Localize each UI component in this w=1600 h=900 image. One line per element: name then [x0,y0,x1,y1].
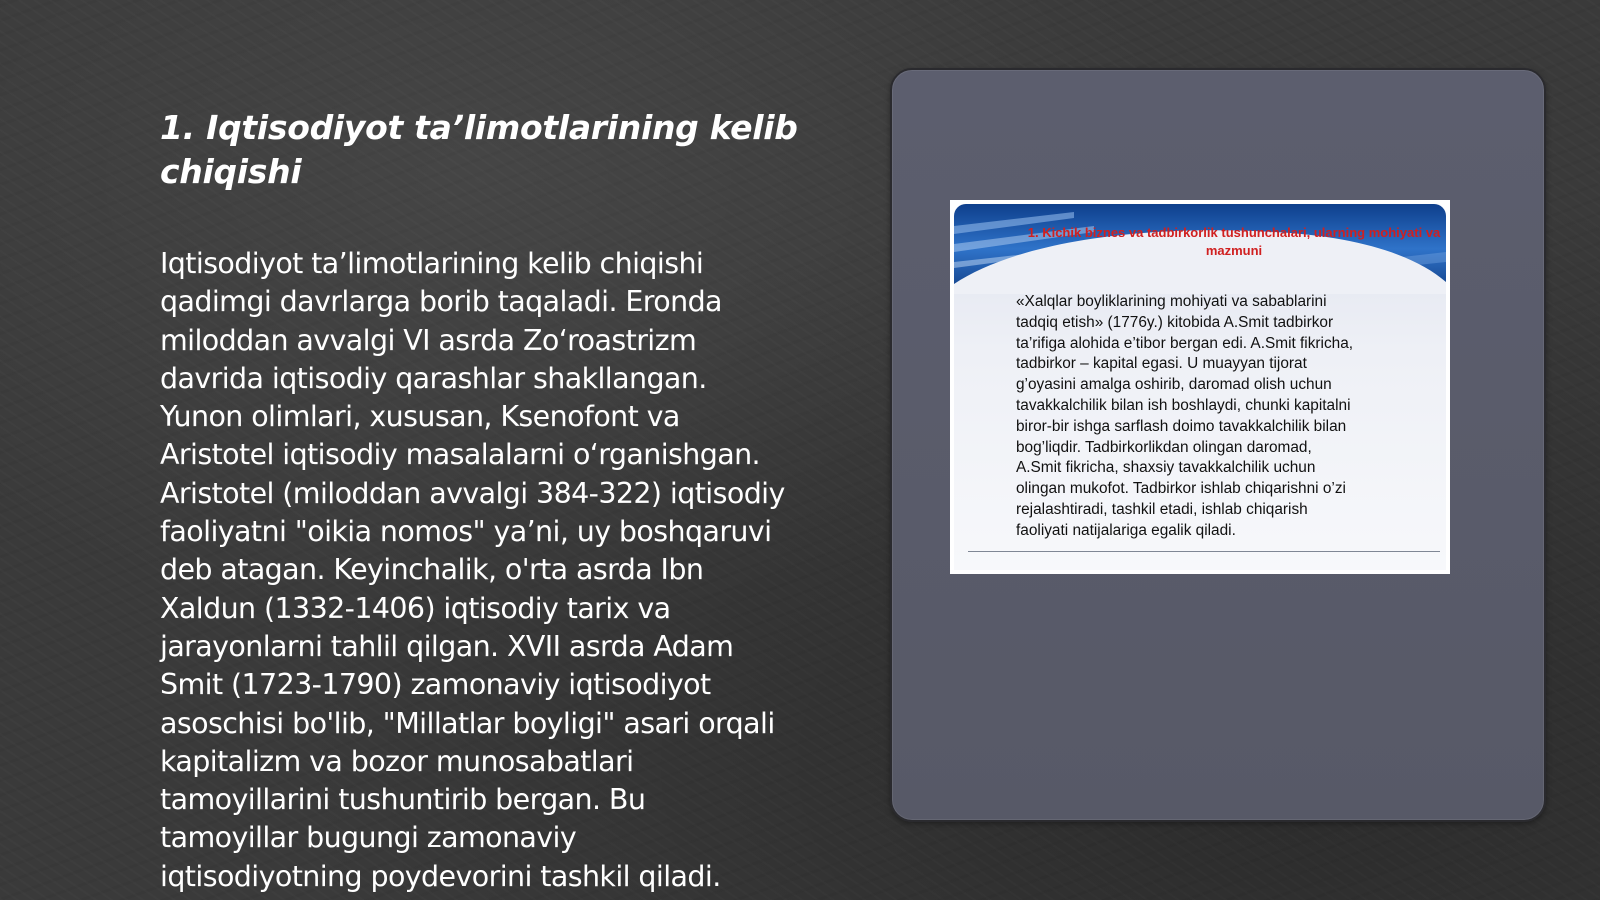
slide-title: 1. Iqtisodiyot ta’limotlarining kelib chiqishi [160,108,798,191]
embedded-slide-body-text: «Xalqlar boyliklarining mohiyati va sabablarini tadqiq etish» (1776y.) kitobida A.Smit tadbirkor ta’rifiga alohida e’tibor bergan edi. A.Smit fikricha, tadbirkor – kapital egasi. U muayyan tijorat g’oyasini amalga oshirib, daromad olish uchun tavakkalchilik bilan ish boshlaydi, chunki kapitalni biror-bir ishga sarflash doimo tavakkalchilik bilan bog’liqdir. Tadbirkorlikdan olingan daromad, A.Smit fikricha, shaxsiy tavakkalchilik uchun olingan mukofot. Tadbirkor ishlab chiqarishni o’zi rejalashtiradi, tashkil etadi, ishlab chiqarish faoliyati natijalariga egalik qiladi. [1016,293,1354,539]
slide-body-text: Iqtisodiyot ta’limotlarining kelib chiqishi qadimgi davrlarga borib taqaladi. Eronda miloddan avvalgi VI asrda Zo‘roastrizm davrida iqtisodiy qarashlar shakllangan. Yunon olimlari, xususan, Ksenofont va Aristotel iqtisodiy masalalarni o‘rganishgan. Aristotel (miloddan avvalgi 384-322) iqtisodiy faoliyatni "oikia nomos" ya’ni, uy boshqaruvi deb atagan. Keyinchalik, o'rta asrda Ibn Xaldun (1332-1406) iqtisodiy tarix va jarayonlarni tahlil qilgan. XVII asrda Adam Smit (1723-1790) zamonaviy iqtisodiyot asoschisi bo'lib, "Millatlar boyligi" asari orqali kapitalizm va bozor munosabatlari tamoyillarini tushuntirib bergan. Bu tamoyillar bugungi zamonaviy iqtisodiyotning poydevorini tashkil qiladi. [160,247,785,893]
embedded-slide-title: 1. Kichik biznes va tadbirkorlik tushunchalari, ularning mohiyati va mazmuni [1027,225,1441,258]
embedded-slide-divider [968,551,1440,552]
embedded-slide-image [950,200,1450,574]
embedded-slide-background [954,204,1446,570]
